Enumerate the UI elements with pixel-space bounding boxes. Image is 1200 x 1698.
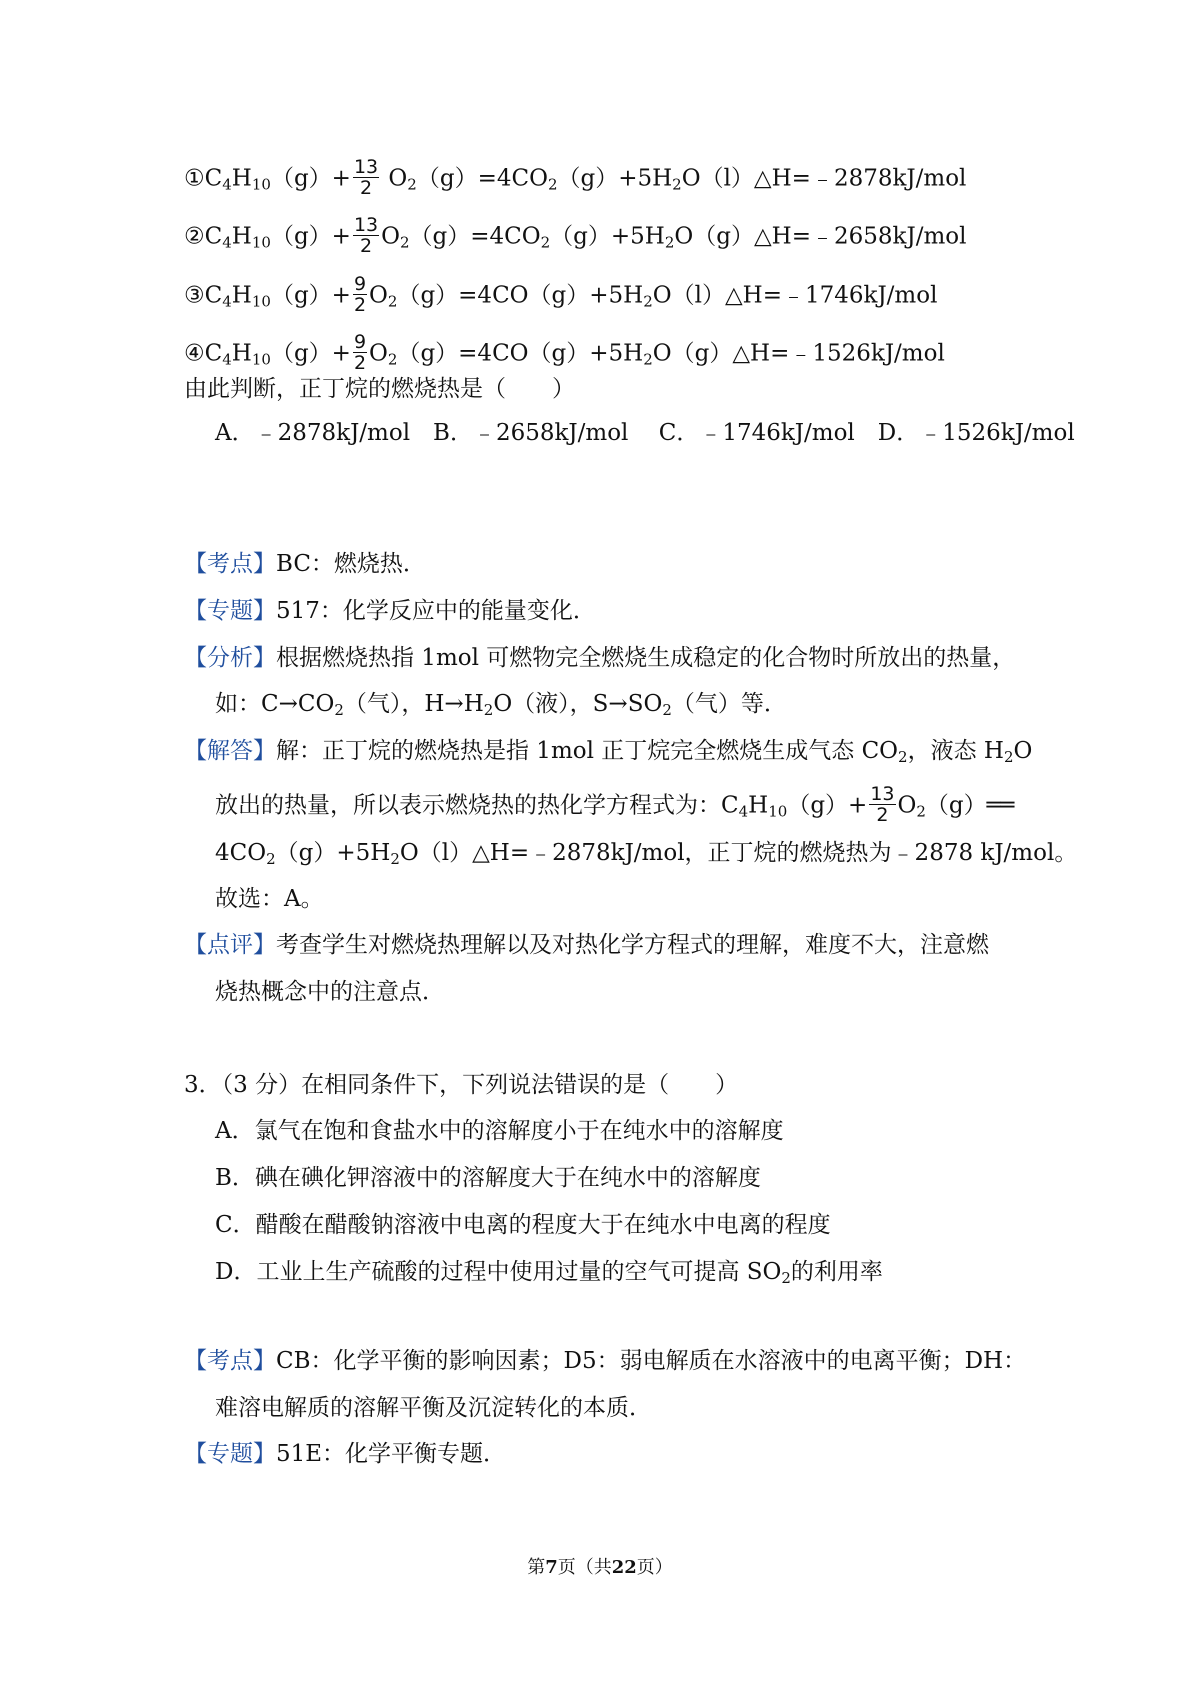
page-footer: 第7页（共22页）	[527, 1557, 673, 1578]
question-2-stem: 由此判断，正丁烷的燃烧热是（ ）	[184, 376, 575, 402]
zhuanti-tag: 【专题】	[184, 598, 276, 624]
kaodian-row: 【考点】BC：燃烧热．	[184, 551, 426, 577]
jieda-tag: 【解答】	[184, 738, 276, 764]
dianping-row-2: 烧热概念中的注意点．	[215, 979, 445, 1005]
kaodian-tag: 【考点】	[184, 551, 276, 577]
fraction: $\frac{9}{2}$	[353, 273, 367, 316]
question-3-option-c: C．醋酸在醋酸钠溶液中电离的程度大于在纯水中电离的程度	[215, 1212, 831, 1238]
jieda-row-2: 放出的热量，所以表示燃烧热的热化学方程式为：$C_4H_{10}(g)+$ $\frac{13}{2}$ $O_2(g)══$	[215, 783, 1015, 826]
page-total: 22	[611, 1557, 637, 1578]
kaodian-tag: 【考点】	[184, 1348, 276, 1374]
equation-2: $②C_4H_{10}(g)+$ $\frac{13}{2}$ $O_2(g)=4CO_2(g)+5H_2O(g)\triangle H=﹣2658kJ$/mol	[184, 214, 967, 257]
question-3-option-d: D．工业上生产硫酸的过程中使用过量的空气可提高 $SO_2$的利用率	[215, 1259, 883, 1287]
zhuanti-row: 【专题】517：化学反应中的能量变化．	[184, 598, 596, 624]
jieda-row-3: $4CO_2(g)+5H_2O(l)\triangle H=﹣2878kJ$/mol，正丁烷的燃烧热为﹣2878 kJ/mol。	[215, 840, 1078, 868]
zhuanti-tag: 【专题】	[184, 1441, 276, 1467]
question-3-stem: 3．（3 分）在相同条件下，下列说法错误的是（ ）	[184, 1072, 739, 1098]
page-number: 7	[545, 1557, 558, 1578]
question-2-options: A．﹣2878kJ/mol B．﹣2658kJ/mol C．﹣1746kJ/mol D．﹣1526kJ/mol	[215, 420, 1075, 446]
question-3-option-b: B．碘在碘化钾溶液中的溶解度大于在纯水中的溶解度	[215, 1165, 761, 1191]
dianping-tag: 【点评】	[184, 932, 276, 958]
fraction: $\frac{13}{2}$	[353, 214, 379, 257]
question-3-option-a: A．氯气在饱和食盐水中的溶解度小于在纯水中的溶解度	[215, 1118, 784, 1144]
fenxi-row-2: 如：$C\to CO_2$（气），$H\to H_2O$（液），$S\to SO_2$（气）等．	[215, 691, 787, 719]
equation-3: $③C_4H_{10}(g)+$ $\frac{9}{2}$ $O_2(g)=4CO(g)+5H_2O(l)\triangle H=﹣1746kJ$/mol	[184, 273, 938, 316]
kaodian-row-3: 【考点】CB：化学平衡的影响因素；D5：弱电解质在水溶液中的电离平衡；DH：	[184, 1348, 1027, 1374]
fraction: $\frac{9}{2}$	[353, 331, 367, 374]
fenxi-row: 【分析】根据燃烧热指 1mol 可燃物完全燃烧生成稳定的化合物时所放出的热量，	[184, 645, 1016, 671]
equation-4: $④C_4H_{10}(g)+$ $\frac{9}{2}$ $O_2(g)=4CO(g)+5H_2O(g)\triangle H=﹣1526kJ$/mol	[184, 331, 945, 374]
equation-1: $①C_4H_{10}(g)+$ $\frac{13}{2}$ $O_2(g)=4CO_2(g)+5H_2O(l)\triangle H=﹣2878kJ$/mol	[184, 156, 967, 199]
zhuanti-row-3: 【专题】51E：化学平衡专题．	[184, 1441, 507, 1467]
jieda-row: 【解答】解：正丁烷的燃烧热是指 1mol 正丁烷完全燃烧生成气态 $CO_2$，液态 $H_2O$	[184, 738, 1033, 766]
kaodian-row-3b: 难溶电解质的溶解平衡及沉淀转化的本质．	[215, 1395, 652, 1421]
fraction: $\frac{13}{2}$	[870, 783, 895, 826]
jieda-row-4: 故选：A。	[215, 886, 324, 912]
fenxi-tag: 【分析】	[184, 645, 276, 671]
fraction: $\frac{13}{2}$	[353, 156, 379, 199]
dianping-row: 【点评】考查学生对燃烧热理解以及对热化学方程式的理解，难度不大，注意燃	[184, 932, 989, 958]
